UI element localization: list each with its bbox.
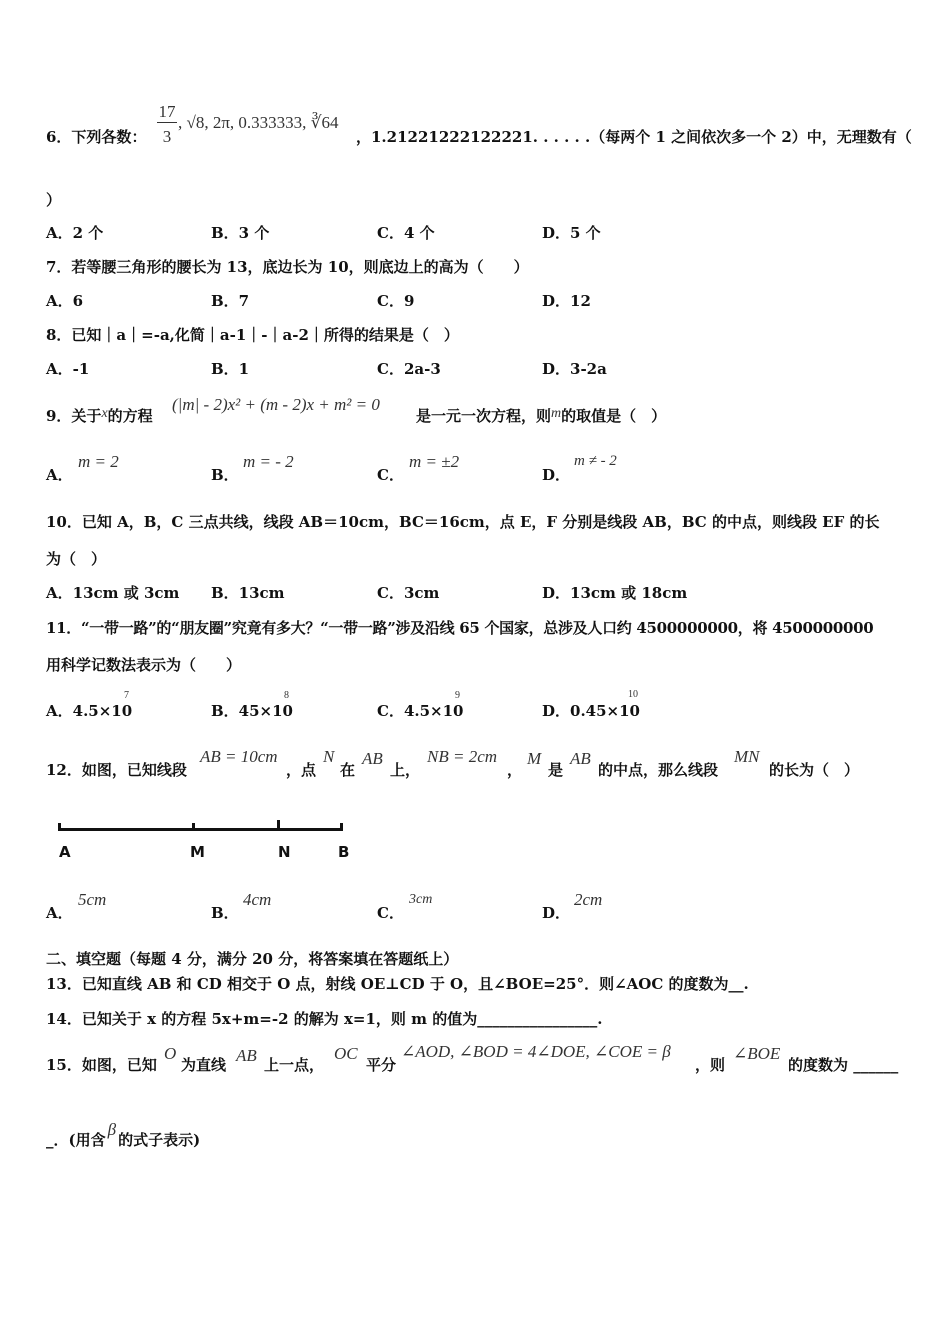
q15-math-ab: AB — [236, 1046, 257, 1065]
q9-equation: (|m| - 2)x² + (m - 2)x + m² = 0 — [172, 395, 380, 414]
tick-b — [340, 823, 343, 831]
q12-math-n: N — [323, 747, 335, 766]
q6-numbers-math: , √8, 2π, 0.333333, ∛64 — [178, 113, 339, 132]
q15-text-2: 为直线 — [181, 1056, 227, 1074]
label-a: A — [59, 843, 71, 861]
label-m: M — [190, 843, 205, 861]
q8-option-a: A．-1 — [46, 360, 90, 378]
label-n: N — [278, 843, 291, 861]
fraction-bar — [157, 122, 177, 123]
q9-var-m: m — [551, 406, 562, 421]
q10-option-b: B．13cm — [211, 584, 285, 602]
q9-text-1: 9．关于 — [46, 407, 102, 425]
q12-math-nb-2cm: NB = 2cm — [427, 747, 498, 766]
q9-option-b-math: m = - 2 — [243, 452, 294, 471]
section-2-title: 二、填空题（每题 4 分，满分 20 分，将答案填在答题纸上） — [46, 950, 459, 968]
q6-option-d: D．5 个 — [542, 224, 601, 242]
q15-math-boe: ∠BOE — [733, 1044, 781, 1063]
q9-text-2: 的方程 — [107, 407, 153, 425]
q13-stem: 13．已知直线 AB 和 CD 相交于 O 点，射线 OE⊥CD 于 O，且∠BOE=25°．则∠AOC 的度数为__. — [46, 975, 749, 993]
q6-prefix: 6．下列各数： — [46, 128, 147, 146]
tick-a — [58, 823, 61, 831]
q10-line-1: 10．已知 A，B，C 三点共线，线段 AB＝10cm，BC＝16cm，点 E，F 分别是线段 AB，BC 的中点，则线段 EF 的长 — [46, 513, 880, 531]
q12-math-ab-2: AB — [570, 749, 591, 768]
q14-stem: 14．已知关于 x 的方程 5x+m=-2 的解为 x=1，则 m 的值为________________. — [46, 1010, 603, 1028]
q12-option-a-letter: A． — [46, 904, 73, 922]
q9-text-3: 是一元一次方程，则 — [416, 407, 552, 425]
q15-math-o: O — [164, 1044, 177, 1063]
q9-option-c-letter: C． — [377, 466, 404, 484]
q11-option-d: D．0.45×10 — [542, 702, 640, 720]
q15-line-2-text-2: 的式子表示) — [118, 1131, 201, 1149]
q11-option-c-exponent: 9 — [455, 690, 460, 701]
fraction-denominator: 3 — [162, 127, 172, 146]
q10-option-a: A．13cm 或 3cm — [46, 584, 180, 602]
q11-option-b-exponent: 8 — [284, 690, 289, 701]
tick-m — [192, 823, 195, 831]
q12-option-b-letter: B． — [211, 904, 239, 922]
q9-option-a-math: m = 2 — [78, 452, 119, 471]
q15-text-5: ，则 — [695, 1056, 726, 1074]
q15-text-6: 的度数为 ______ — [788, 1056, 899, 1074]
q8-option-c: C．2a-3 — [377, 360, 441, 378]
q9-option-a-letter: A． — [46, 466, 73, 484]
q11-line-2: 用科学记数法表示为（ ） — [46, 656, 242, 674]
q15-math-oc: OC — [334, 1044, 358, 1063]
q15-math-beta: β — [107, 1120, 117, 1139]
q6-close: ） — [46, 191, 62, 209]
q9-stem-end — [416, 406, 666, 428]
q7-stem: 7．若等腰三角形的腰长为 13，底边长为 10，则底边上的高为（ ） — [46, 258, 529, 276]
q11-option-b: B．45×10 — [211, 702, 293, 720]
fraction-numerator: 17 — [158, 102, 176, 121]
q8-option-d: D．3-2a — [542, 360, 607, 378]
q7-option-a: A．6 — [46, 292, 84, 310]
q12-option-a-math: 5cm — [78, 890, 107, 909]
q15-math-angles: ∠AOD, ∠BOD = 4∠DOE, ∠COE = β — [401, 1042, 671, 1061]
q12-option-d-letter: D． — [542, 904, 571, 922]
q12-math-ab-1: AB — [362, 749, 383, 768]
q8-option-b: B．1 — [211, 360, 250, 378]
q11-option-a-exponent: 7 — [124, 690, 129, 701]
q12-text-5: ， — [507, 761, 523, 779]
q15-text-3: 上一点， — [264, 1056, 325, 1074]
q9-var-x: x — [101, 406, 108, 421]
q12-math-m: M — [527, 749, 542, 768]
q15-line-2-text-1: _．(用含 — [46, 1131, 106, 1149]
q12-text-7: 的中点，那么线段 — [598, 761, 719, 779]
q11-option-a: A．4.5×10 — [46, 702, 133, 720]
q12-text-4: 上， — [390, 761, 421, 779]
q7-option-d: D．12 — [542, 292, 591, 310]
q12-option-d-math: 2cm — [574, 890, 603, 909]
q9-option-b-letter: B． — [211, 466, 239, 484]
q9-option-d-letter: D． — [542, 466, 571, 484]
q12-text-3: 在 — [340, 761, 356, 779]
q12-math-mn: MN — [734, 747, 760, 766]
q10-option-d: D．13cm 或 18cm — [542, 584, 688, 602]
q9-stem — [46, 406, 153, 428]
q6-option-a: A．2 个 — [46, 224, 104, 242]
tick-n — [277, 820, 280, 831]
q10-line-2: 为（ ） — [46, 550, 107, 568]
q6-option-c: C．4 个 — [377, 224, 435, 242]
q12-option-b-math: 4cm — [243, 890, 272, 909]
label-b: B — [338, 843, 350, 861]
q12-text-1: 12．如图，已知线段 — [46, 761, 187, 779]
q12-option-c-math: 3cm — [409, 892, 433, 907]
q12-text-6: 是 — [548, 761, 564, 779]
q15-text-1: 15．如图，已知 — [46, 1056, 157, 1074]
q6-option-b: B．3 个 — [211, 224, 270, 242]
q12-text-2: ，点 — [286, 761, 317, 779]
q6-rest: ，1.21221222122221. . . . . .（每两个 1 之间依次多一个 2）中，无理数有（ — [356, 128, 912, 146]
q12-math-ab-10cm: AB = 10cm — [200, 747, 278, 766]
q11-line-1: 11．“一带一路”的“朋友圈”究竟有多大？“一带一路”涉及沿线 65 个国家，总涉及人口约 4500000000，将 4500000000 — [46, 619, 874, 637]
q11-option-d-exponent: 10 — [628, 689, 638, 700]
q15-line-2 — [46, 1120, 201, 1150]
q9-option-d-math: m ≠ - 2 — [574, 453, 617, 469]
q7-option-b: B．7 — [211, 292, 250, 310]
segment-ab — [58, 828, 342, 831]
q8-stem: 8．已知｜a｜=-a,化简｜a-1｜-｜a-2｜所得的结果是（ ） — [46, 326, 459, 344]
q7-option-c: C．9 — [377, 292, 415, 310]
q12-text-8: 的长为（ ） — [769, 761, 860, 779]
q10-option-c: C．3cm — [377, 584, 440, 602]
q9-option-c-math: m = ±2 — [409, 452, 460, 471]
q11-option-c: C．4.5×10 — [377, 702, 464, 720]
q9-text-4: 的取值是（ ） — [561, 407, 667, 425]
q12-option-c-letter: C． — [377, 904, 404, 922]
q15-text-4: 平分 — [366, 1056, 397, 1074]
